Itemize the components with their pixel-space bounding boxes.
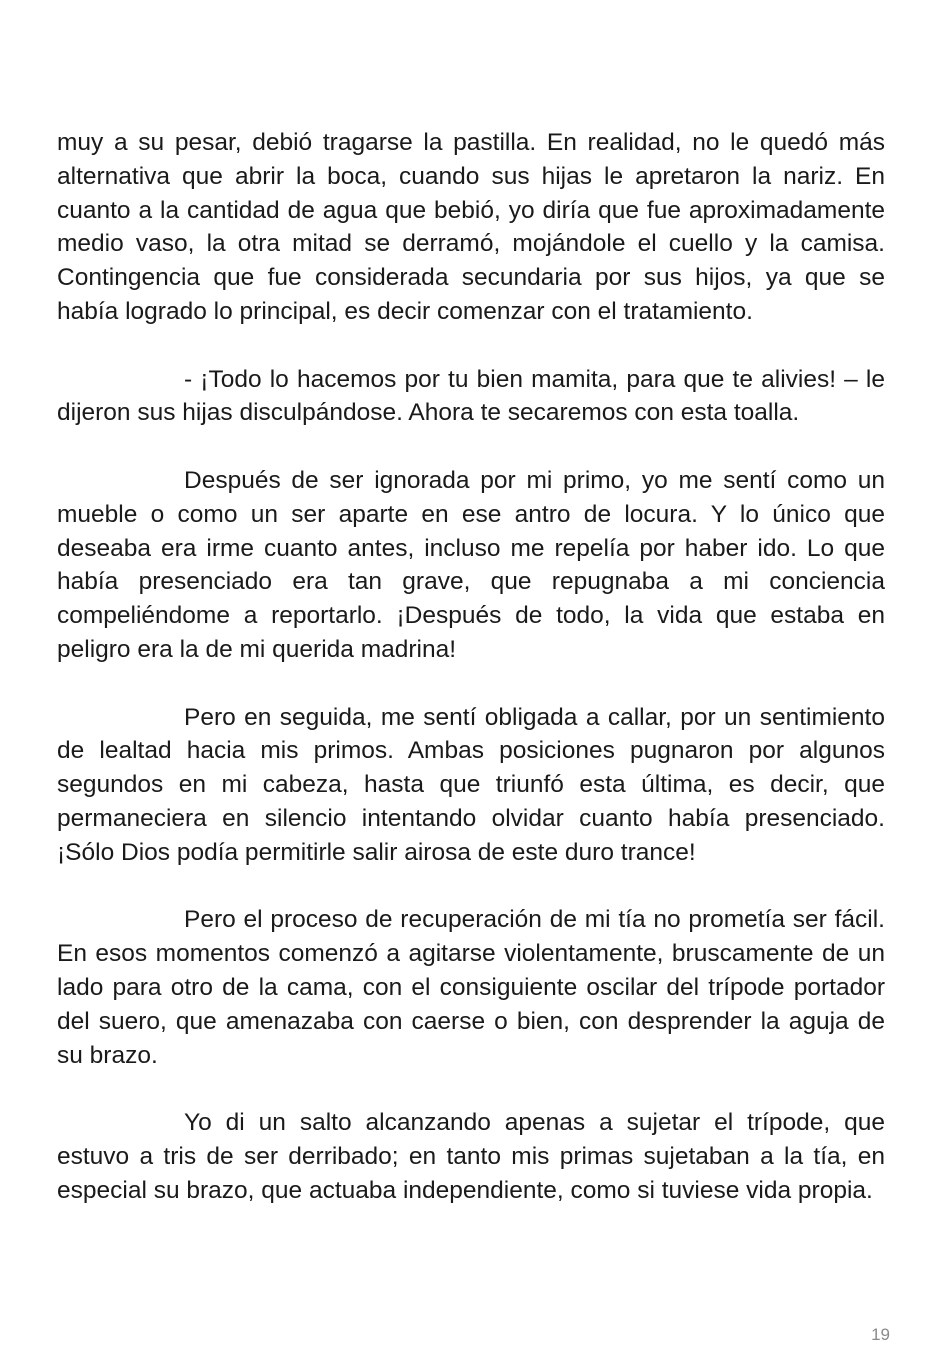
paragraph-loyalty: Pero en seguida, me sentí obligada a callar, por un sentimiento de lealtad hacia mis primos. Ambas posiciones pugnaron por algunos segundos en mi cabeza, hasta que triunfó esta última, es decir, que permaneciera en silencio intentando olvidar cuanto había presenciado. ¡Sólo Dios podía permitirle salir airosa de este duro trance! bbox=[57, 703, 885, 866]
paragraph-dialogue: - ¡Todo lo hacemos por tu bien mamita, para que te alivies! – le dijeron sus hijas disculpándose. Ahora te secaremos con esta toalla. bbox=[57, 365, 885, 427]
page-body bbox=[57, 126, 885, 1241]
paragraph-recovery: Pero el proceso de recuperación de mi tía no prometía ser fácil. En esos momentos comenzó a agitarse violentamente, bruscamente de un lado para otro de la cama, con el consiguiente oscilar del trípode portador del suero, que amenazaba con caerse o bien, con desprender la aguja de su brazo. bbox=[57, 906, 885, 1069]
page-number: 19 bbox=[871, 1325, 890, 1344]
paragraph-tripod: Yo di un salto alcanzando apenas a sujetar el trípode, que estuvo a tris de ser derribado; en tanto mis primas sujetaban a la tía, en especial su brazo, que actuaba independiente, como si tuviese vida propia. bbox=[57, 1109, 885, 1204]
paragraph-continuation: muy a su pesar, debió tragarse la pastilla. En realidad, no le quedó más alternativa que abrir la boca, cuando sus hijas le apretaron la nariz. En cuanto a la cantidad de agua que bebió, yo diría que fue aproximadamente medio vaso, la otra mitad se derramó, mojándole el cuello y la camisa. Contingencia que fue considerada secundaria por sus hijos, ya que se había logrado lo principal, es decir comenzar con el tratamiento. bbox=[57, 129, 885, 325]
paragraph-ignored: Después de ser ignorada por mi primo, yo me sentí como un mueble o como un ser aparte en ese antro de locura. Y lo único que deseaba era irme cuanto antes, incluso me repelía por haber ido. Lo que había presenciado era tan grave, que repugnaba a mi conciencia compeliéndome a reportarlo. ¡Después de todo, la vida que estaba en peligro era la de mi querida madrina! bbox=[57, 466, 885, 663]
